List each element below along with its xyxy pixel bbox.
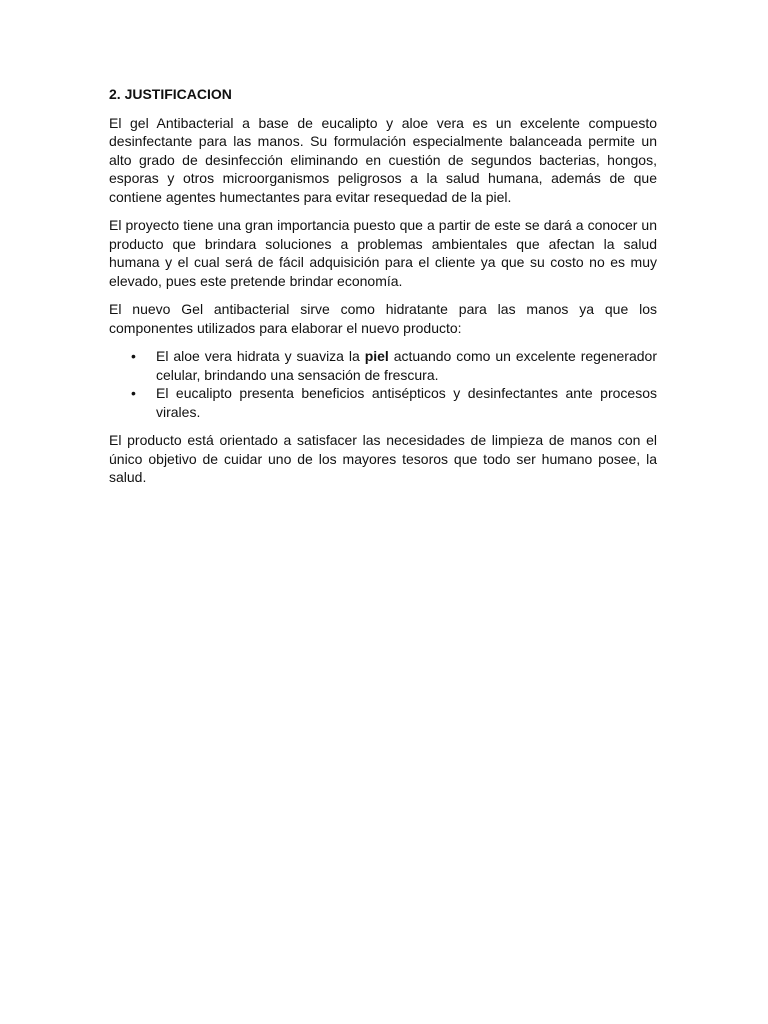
bullet-dot: • xyxy=(131,348,136,364)
bold-term: piel xyxy=(364,348,389,364)
document-body xyxy=(109,85,657,497)
list-item-aloe xyxy=(109,347,657,384)
paragraph-intro: El gel Antibacterial a base de eucalipto y aloe vera es un excelente compuesto desinfectante para las manos. Su formulación especialmente balanceada permite un alto grado de desinfección eliminando en cuestión de segundos bacterias, hongos, esporas y otros microorganismos peligrosos a la salud humana, además de que contiene agentes humectantes para evitar resequedad de la piel. xyxy=(109,114,657,205)
list-item-text: El eucalipto presenta beneficios antisépticos y desinfectantes ante procesos virales. xyxy=(156,385,657,420)
section-heading: 2. JUSTIFICACION xyxy=(109,86,232,102)
list-item-text: El aloe vera hidrata y suaviza la xyxy=(156,348,365,364)
paragraph-importance: El proyecto tiene una gran importancia puesto que a partir de este se dará a conocer un producto que brindara soluciones a problemas ambientales que afectan la salud humana y el cual será de fácil adquisición para el cliente ya que su costo no es muy elevado, pues este pretende brindar economía. xyxy=(109,217,657,289)
paragraph-closing: El producto está orientado a satisfacer las necesidades de limpieza de manos con el único objetivo de cuidar uno de los mayores tesoros que todo ser humano posee, la salud. xyxy=(109,432,657,485)
bullet-dot: • xyxy=(131,385,136,401)
list-item-eucalipto xyxy=(109,384,657,421)
list-item-text: actuando como un excelente regenerador celular, brindando una sensación de frescura. xyxy=(156,348,657,383)
components-list xyxy=(109,347,657,421)
paragraph-components: El nuevo Gel antibacterial sirve como hidratante para las manos ya que los componentes utilizados para elaborar el nuevo producto: xyxy=(109,301,657,336)
